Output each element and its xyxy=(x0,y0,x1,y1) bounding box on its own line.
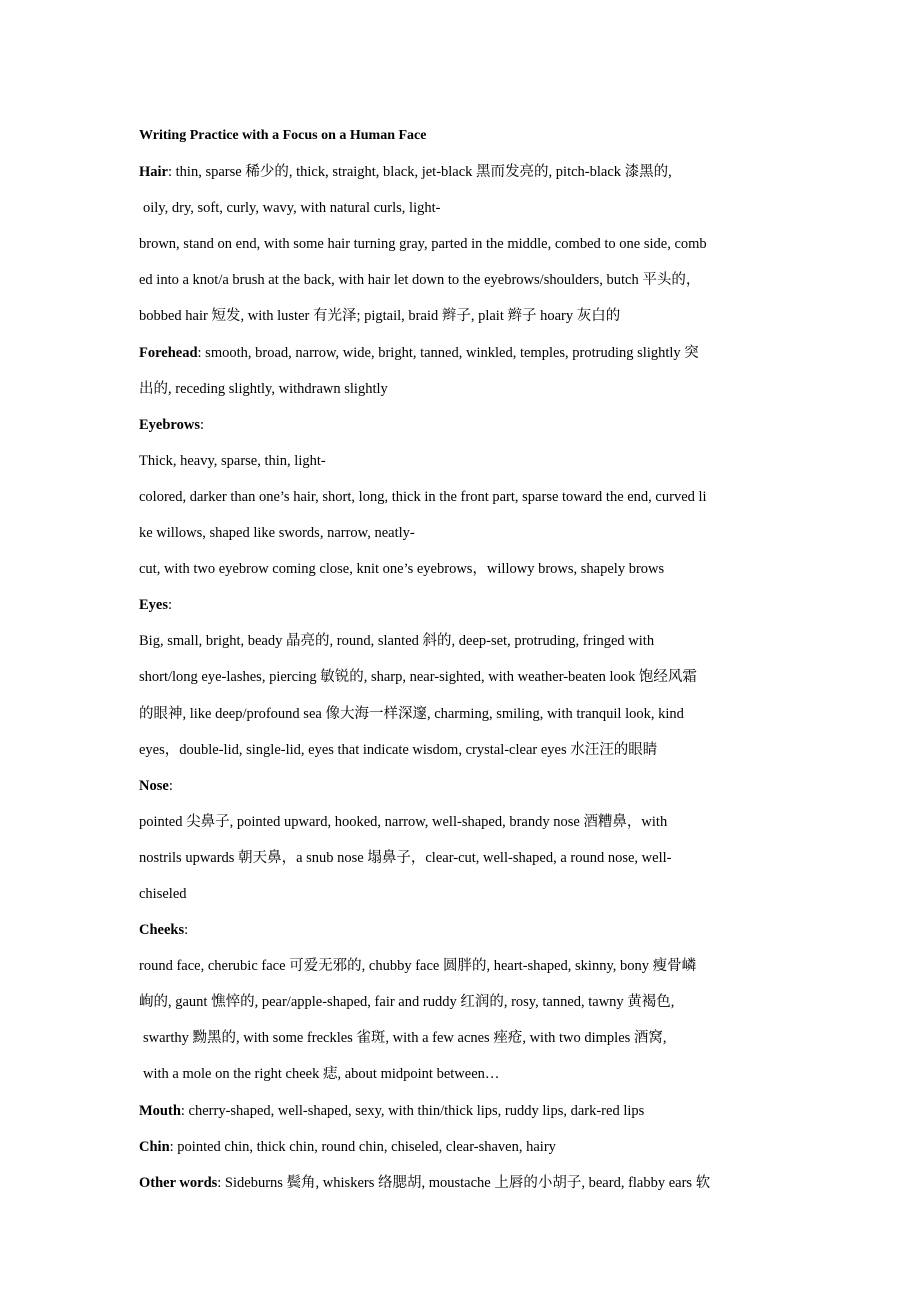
cheeks-heading xyxy=(139,912,784,948)
nose-line-2: nostrils upwards 朝天鼻，a snub nose 塌鼻子，clear-cut, well-shaped, a round nose, well- xyxy=(139,849,672,866)
eyebrows-line-3: ke willows, shaped like swords, narrow, neatly- xyxy=(139,525,415,542)
forehead-text-1: : smooth, broad, narrow, wide, bright, tanned, winkled, temples, protruding slightly 突 xyxy=(197,344,699,361)
cheeks-term: Cheeks xyxy=(139,922,185,939)
hair-line-3: brown, stand on end, with some hair turning gray, parted in the middle, combed to one side, comb xyxy=(139,236,707,253)
other-words-term: Other words xyxy=(139,1174,218,1191)
eyebrows-line-2: colored, darker than one’s hair, short, long, thick in the front part, sparse toward the end, curved li xyxy=(139,488,707,505)
eyes-line-1: Big, small, bright, beady 晶亮的, round, slanted 斜的, deep-set, protruding, fringed with xyxy=(139,633,655,650)
eyes-line-2: short/long eye-lashes, piercing 敏锐的, sharp, near-sighted, with weather-beaten look 饱经风霜 xyxy=(139,669,697,686)
mouth-line xyxy=(139,1093,784,1129)
eyebrows-colon: : xyxy=(199,416,204,433)
hair-line-1 xyxy=(139,154,784,190)
chin-line xyxy=(139,1129,784,1165)
eyebrows-line-1: Thick, heavy, sparse, thin, light- xyxy=(139,452,326,469)
forehead-line-1 xyxy=(139,335,784,371)
nose-line-1: pointed 尖鼻子, pointed upward, hooked, narrow, well-shaped, brandy nose 酒糟鼻，with xyxy=(139,813,668,830)
mouth-text: : cherry-shaped, well-shaped, sexy, with thin/thick lips, ruddy lips, dark-red lips xyxy=(180,1102,645,1119)
chin-text: : pointed chin, thick chin, round chin, chiseled, clear-shaven, hairy xyxy=(169,1138,556,1155)
hair-text-1: : thin, sparse 稀少的, thick, straight, black, jet-black 黑而发亮的, pitch-black 漆黑的, xyxy=(168,164,672,181)
other-words-text: : Sideburns 鬓角, whiskers 络腮胡, moustache 上唇的小胡子, beard, flabby ears 软 xyxy=(217,1174,711,1191)
eyes-heading xyxy=(139,587,784,623)
hair-term: Hair xyxy=(139,164,168,181)
forehead-line-2: 出的, receding slightly, withdrawn slightly xyxy=(139,380,388,397)
cheeks-line-3: swarthy 黝黑的, with some freckles 雀斑, with a few acnes 痤疮, with two dimples 酒窝, xyxy=(143,1030,667,1047)
document-page xyxy=(139,118,784,1201)
hair-line-4: ed into a knot/a brush at the back, with hair let down to the eyebrows/shoulders, butch 平头的， xyxy=(139,272,701,289)
eyes-line-3: 的眼神, like deep/profound sea 像大海一样深邃, charming, smiling, with tranquil look, kind xyxy=(139,705,684,722)
eyebrows-line-4: cut, with two eyebrow coming close, knit one’s eyebrows，willowy brows, shapely brows xyxy=(139,561,665,578)
eyes-colon: : xyxy=(168,597,173,614)
forehead-term: Forehead xyxy=(139,344,198,361)
document-title: Writing Practice with a Focus on a Human Face xyxy=(139,128,427,143)
hair-line-5: bobbed hair 短发, with luster 有光泽; pigtail, braid 辫子, plait 辫子 hoary 灰白的 xyxy=(139,308,621,325)
cheeks-line-1: round face, cherubic face 可爱无邪的, chubby face 圆胖的, heart-shaped, skinny, bony 瘦骨嶙 xyxy=(139,958,697,975)
eyebrows-heading xyxy=(139,407,784,443)
nose-line-3: chiseled xyxy=(139,885,187,902)
nose-term: Nose xyxy=(139,777,169,794)
nose-heading xyxy=(139,768,784,804)
cheeks-colon: : xyxy=(184,922,189,939)
eyes-line-4: eyes，double-lid, single-lid, eyes that indicate wisdom, crystal-clear eyes 水汪汪的眼睛 xyxy=(139,741,658,758)
nose-colon: : xyxy=(168,777,173,794)
cheeks-line-2: 峋的, gaunt 憔悴的, pear/apple-shaped, fair and ruddy 红润的, rosy, tanned, tawny 黄褐色, xyxy=(139,994,675,1011)
hair-line-2: oily, dry, soft, curly, wavy, with natural curls, light- xyxy=(143,200,441,217)
eyebrows-term: Eyebrows xyxy=(139,416,200,433)
cheeks-line-4: with a mole on the right cheek 痣, about midpoint between… xyxy=(143,1066,500,1083)
mouth-term: Mouth xyxy=(139,1102,181,1119)
other-words-line xyxy=(139,1165,784,1201)
eyes-term: Eyes xyxy=(139,597,168,614)
chin-term: Chin xyxy=(139,1138,170,1155)
